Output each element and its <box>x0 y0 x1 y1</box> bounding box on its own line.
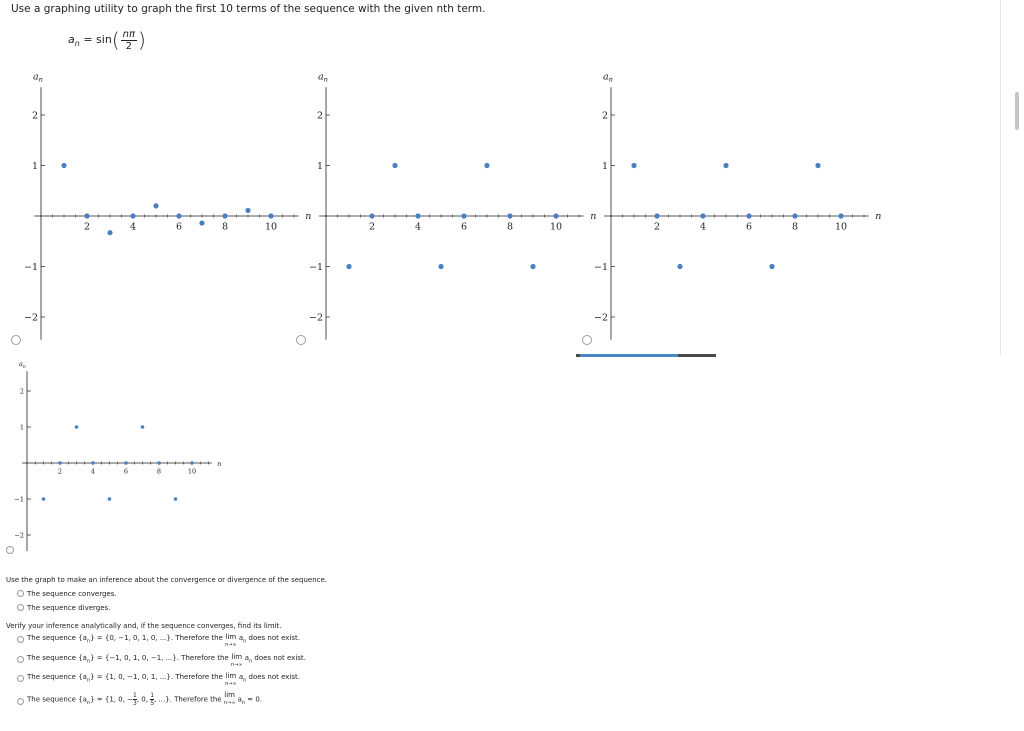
data-point <box>157 461 161 465</box>
vertical-scrollbar-thumb[interactable] <box>1015 92 1019 130</box>
x-tick-label: 10 <box>264 221 278 233</box>
x-tick-label: 4 <box>90 467 96 476</box>
x-tick-label: 8 <box>221 221 229 233</box>
y-tick-label: −1 <box>308 261 323 273</box>
x-tick-label: 4 <box>699 221 707 233</box>
data-point <box>461 213 466 218</box>
y-tick-label: 1 <box>19 423 24 432</box>
data-point <box>130 213 135 218</box>
data-point <box>654 213 659 218</box>
data-point <box>746 213 751 218</box>
data-point <box>507 213 512 218</box>
analytic-option-4-label: The sequence $\{a_n\} = \{1$, 0, − $\frac{1}{3}$, 0, $\frac{1}{5}$, ...}. Therefore the lim n→∞ $a_n = 0$. <box>27 691 263 707</box>
data-point <box>84 213 89 218</box>
graph-option-2 <box>305 65 595 345</box>
y-tick-label: 1 <box>316 160 323 172</box>
data-point <box>190 461 194 465</box>
formula-fraction <box>121 29 137 52</box>
horizontal-scrollbar-thumb[interactable] <box>580 354 678 357</box>
graph-2-radio[interactable] <box>296 335 306 345</box>
y-tick-label: −2 <box>593 312 608 324</box>
analytic-option-2-label: The sequence $\{a_n\} = \{-1$, 0, 1, 0, −1, ...}. Therefore the lim n→∞ $a_n$ does not exist. <box>27 653 306 668</box>
y-tick-label: 2 <box>19 387 24 396</box>
analytic-option-4-radio[interactable] <box>17 698 24 705</box>
graph-option-1 <box>20 65 310 345</box>
x-tick-label: 2 <box>368 221 376 233</box>
y-axis-label: $a_n$ <box>19 359 26 370</box>
formula-numerator: nπ <box>122 28 135 40</box>
graph-option-3 <box>590 65 880 345</box>
diverges-radio[interactable] <box>17 604 24 611</box>
formula-lhs-sub: n <box>74 39 80 49</box>
y-axis-label-sub: n <box>38 75 43 84</box>
data-point <box>392 163 397 168</box>
data-point <box>677 264 682 269</box>
data-point <box>346 264 351 269</box>
data-point <box>199 220 204 225</box>
data-point <box>153 203 158 208</box>
x-tick-label: 2 <box>57 467 63 476</box>
analytic-option-2-radio[interactable] <box>17 656 24 663</box>
formula-lhs: a <box>68 33 75 46</box>
analytic-option-1-radio[interactable] <box>17 636 24 643</box>
x-tick-label: 6 <box>745 221 753 233</box>
data-point <box>245 208 250 213</box>
data-point <box>75 425 79 429</box>
data-point <box>484 163 489 168</box>
y-axis-label-sub: n <box>22 364 26 370</box>
analytic-option-3-radio[interactable] <box>17 675 24 682</box>
y-tick-label: −1 <box>593 261 608 273</box>
data-point <box>530 264 535 269</box>
x-tick-label: 10 <box>549 221 563 233</box>
data-point <box>553 213 558 218</box>
graph-3-radio[interactable] <box>582 335 592 345</box>
diverges-label: The sequence diverges. <box>27 604 111 612</box>
y-tick-label: 1 <box>31 160 38 172</box>
question-1-text: Use the graph to make an inference about the convergence or divergence of the sequence. <box>6 576 328 584</box>
x-axis-label: n <box>217 460 222 468</box>
y-tick-label: 2 <box>601 110 608 122</box>
x-axis-label: n <box>875 211 882 222</box>
y-tick-label: −2 <box>14 531 24 540</box>
data-point <box>631 163 636 168</box>
data-point <box>838 213 843 218</box>
graph-1-radio[interactable] <box>11 335 21 345</box>
data-point <box>174 497 178 501</box>
data-point <box>815 163 820 168</box>
formula-func: sin <box>96 33 112 46</box>
y-axis-label-sub: n <box>608 75 613 84</box>
data-point <box>61 163 66 168</box>
y-tick-label: 2 <box>316 110 323 122</box>
y-tick-label: −1 <box>14 495 24 504</box>
converges-label: The sequence converges. <box>27 590 117 598</box>
x-tick-label: 4 <box>414 221 422 233</box>
y-axis-label: $a_n$ <box>33 71 43 84</box>
graph-4-radio[interactable] <box>6 546 14 554</box>
data-point <box>42 497 46 501</box>
graph-option-4 <box>10 355 230 555</box>
x-tick-label: 6 <box>175 221 183 233</box>
data-point <box>124 461 128 465</box>
y-axis-label: $a_n$ <box>318 71 328 84</box>
nth-term-formula: $a_n = \sin$( $\frac{n\pi}{2}$ ) <box>68 28 146 52</box>
data-point <box>723 163 728 168</box>
x-tick-label: 4 <box>129 221 137 233</box>
data-point <box>769 264 774 269</box>
data-point <box>91 461 95 465</box>
x-tick-label: 8 <box>506 221 514 233</box>
x-tick-label: 2 <box>653 221 661 233</box>
y-tick-label: 1 <box>601 160 608 172</box>
y-axis-label-sub: n <box>323 75 328 84</box>
x-axis-label: n <box>590 211 597 222</box>
x-tick-label: 10 <box>834 221 848 233</box>
x-tick-label: 6 <box>460 221 468 233</box>
data-point <box>415 213 420 218</box>
data-point <box>268 213 273 218</box>
data-point <box>176 213 181 218</box>
x-tick-label: 2 <box>83 221 91 233</box>
converges-radio[interactable] <box>17 590 24 597</box>
data-point <box>438 264 443 269</box>
data-point <box>107 230 112 235</box>
data-point <box>108 497 112 501</box>
x-tick-label: 8 <box>156 467 162 476</box>
y-tick-label: −2 <box>23 312 38 324</box>
x-tick-label: 8 <box>791 221 799 233</box>
vertical-scrollbar-track[interactable] <box>1000 0 1024 355</box>
y-tick-label: 2 <box>31 110 38 122</box>
formula-eq: = <box>83 33 93 46</box>
problem-prompt: Use a graphing utility to graph the first 10 terms of the sequence with the given nth term. <box>11 3 486 15</box>
y-axis-label: $a_n$ <box>603 71 613 84</box>
data-point <box>369 213 374 218</box>
x-axis-label: n <box>305 211 312 222</box>
analytic-option-1-label: The sequence $\{a_n\} = \{0$, −1, 0, 1, 0, ...}. Therefore the lim n→∞ $a_n$ does not exist. <box>27 633 301 648</box>
data-point <box>58 461 62 465</box>
x-tick-label: 10 <box>187 467 197 476</box>
y-tick-label: −2 <box>308 312 323 324</box>
x-tick-label: 6 <box>123 467 129 476</box>
data-point <box>700 213 705 218</box>
y-tick-label: −1 <box>23 261 38 273</box>
data-point <box>141 425 145 429</box>
analytic-option-3-label: The sequence $\{a_n\} = \{1$, 0, −1, 0, 1, ...}. Therefore the lim n→∞ $a_n$ does not exist. <box>27 672 301 687</box>
question-2-text: Verify your inference analytically and, if the sequence converges, find its limit. <box>6 622 282 630</box>
data-point <box>792 213 797 218</box>
data-point <box>222 213 227 218</box>
formula-denominator: 2 <box>125 40 132 52</box>
